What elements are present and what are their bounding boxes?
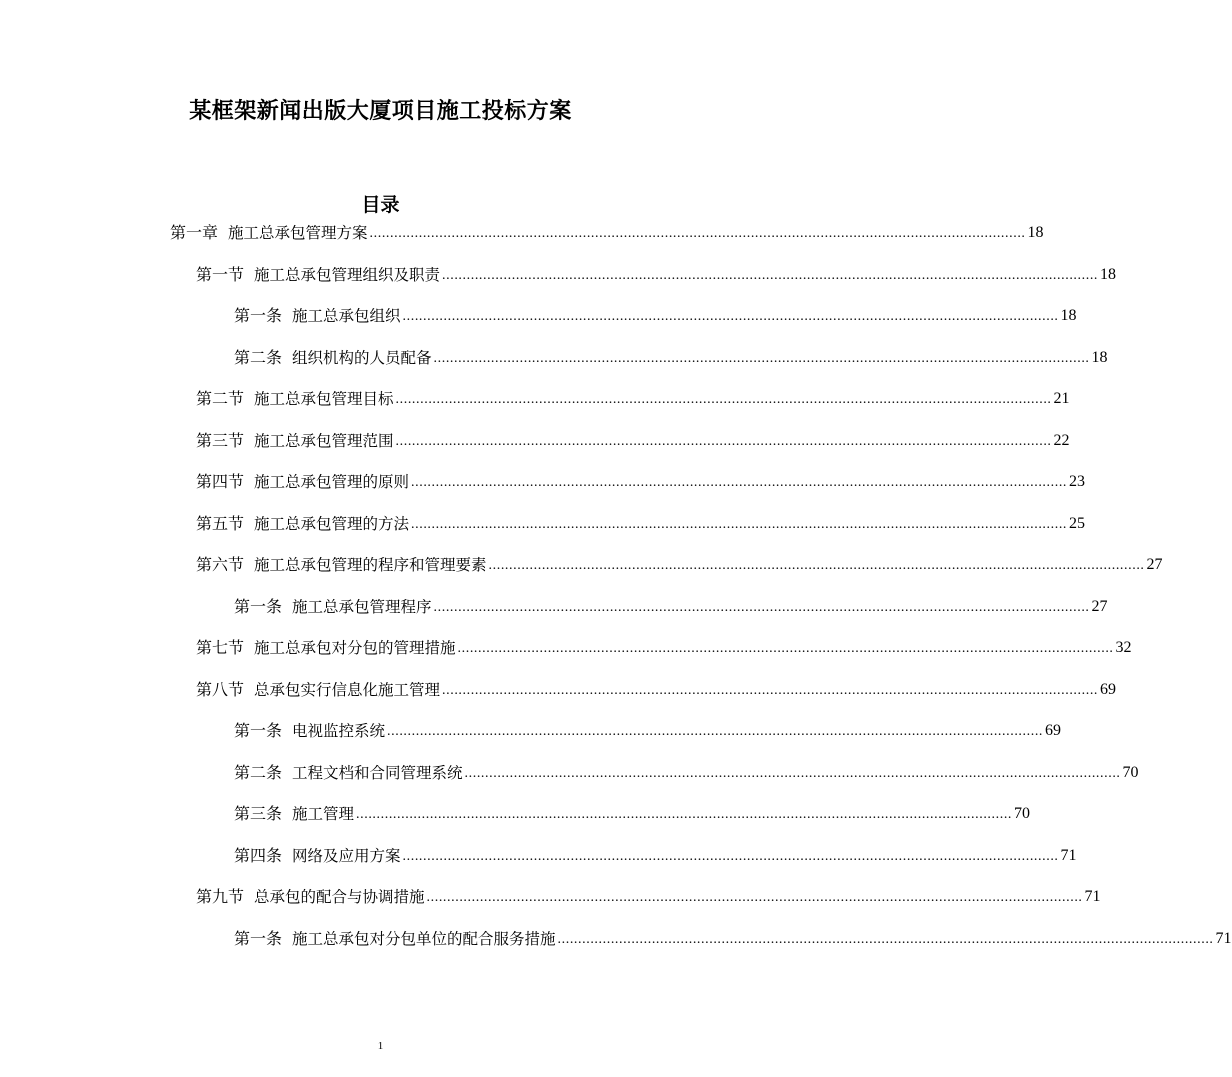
toc-dot-leader: ................................................................................................................................................................ xyxy=(395,434,1052,449)
toc-dot-leader: ................................................................................................................................................................ xyxy=(457,641,1114,656)
toc-entry-number: 第一条 xyxy=(234,721,283,740)
toc-entry-page: 32 xyxy=(1115,639,1132,656)
toc-entry-number: 第一条 xyxy=(234,929,283,948)
toc-entry-page: 70 xyxy=(1014,805,1031,822)
toc-entry-number: 第三节 xyxy=(196,431,245,450)
toc-entry[interactable] xyxy=(234,800,1031,824)
toc-entry[interactable] xyxy=(196,510,1086,534)
toc-dot-leader: ................................................................................................................................................................ xyxy=(395,392,1052,407)
toc-entry-title: 施工总承包管理的原则 xyxy=(254,473,410,491)
toc-dot-leader: ................................................................................................................................................................ xyxy=(369,226,1026,241)
toc-entry-page: 71 xyxy=(1215,930,1232,947)
toc-entry-number: 第二条 xyxy=(234,348,283,367)
toc-entry-page: 25 xyxy=(1069,515,1086,532)
toc-entry-title: 施工总承包管理方案 xyxy=(228,224,368,242)
page-number: 1 xyxy=(377,1040,384,1052)
toc-entry[interactable] xyxy=(196,883,1101,907)
toc-dot-leader: ................................................................................................................................................................ xyxy=(442,268,1099,283)
document-title: 某框架新闻出版大厦项目施工投标方案 xyxy=(189,99,572,124)
toc-entry-page: 18 xyxy=(1027,224,1044,241)
toc-entry-number: 第一条 xyxy=(234,597,283,616)
toc-entry-number: 第一章 xyxy=(170,223,219,242)
toc-dot-leader: ................................................................................................................................................................ xyxy=(387,724,1044,739)
toc-entry-number: 第一条 xyxy=(234,306,283,325)
toc-entry-title: 施工总承包管理的程序和管理要素 xyxy=(254,556,487,574)
toc-entry-number: 第四节 xyxy=(196,472,245,491)
toc-dot-leader: ................................................................................................................................................................ xyxy=(464,766,1121,781)
toc-entry-title: 施工总承包管理范围 xyxy=(254,432,394,450)
toc-dot-leader: ................................................................................................................................................................ xyxy=(557,932,1214,947)
toc-entry-number: 第四条 xyxy=(234,846,283,865)
toc-heading: 目录 xyxy=(361,194,400,216)
toc-dot-leader: ................................................................................................................................................................ xyxy=(433,600,1090,615)
toc-entry-number: 第二条 xyxy=(234,763,283,782)
toc-entry[interactable] xyxy=(234,302,1077,326)
toc-entry[interactable] xyxy=(234,344,1108,368)
toc-entry[interactable] xyxy=(234,925,1232,949)
toc-entry-page: 18 xyxy=(1100,266,1117,283)
toc-entry-title: 网络及应用方案 xyxy=(292,847,401,865)
toc-entry[interactable] xyxy=(196,468,1086,492)
toc-entry[interactable] xyxy=(234,593,1108,617)
toc-entry-title: 施工总承包对分包单位的配合服务措施 xyxy=(292,930,556,948)
toc-dot-leader: ................................................................................................................................................................ xyxy=(402,849,1059,864)
toc-dot-leader: ................................................................................................................................................................ xyxy=(356,807,1013,822)
toc-entry[interactable] xyxy=(196,261,1117,285)
toc-entry-number: 第八节 xyxy=(196,680,245,699)
toc-entry-title: 电视监控系统 xyxy=(292,722,386,740)
toc-entry-number: 第六节 xyxy=(196,555,245,574)
toc-dot-leader: ................................................................................................................................................................ xyxy=(426,890,1083,905)
toc-entry[interactable] xyxy=(196,427,1070,451)
toc-entry-title: 总承包的配合与协调措施 xyxy=(254,888,425,906)
toc-dot-leader: ................................................................................................................................................................ xyxy=(433,351,1090,366)
toc-entry-title: 组织机构的人员配备 xyxy=(292,349,432,367)
toc-entry-title: 总承包实行信息化施工管理 xyxy=(254,681,441,699)
toc-entry[interactable] xyxy=(196,676,1117,700)
toc-entry-title: 施工总承包管理目标 xyxy=(254,390,394,408)
toc-entry-page: 27 xyxy=(1146,556,1163,573)
toc-entry-page: 23 xyxy=(1069,473,1086,490)
toc-entry[interactable] xyxy=(234,717,1062,741)
toc-dot-leader: ................................................................................................................................................................ xyxy=(411,517,1068,532)
toc-entry-title: 施工管理 xyxy=(292,805,355,823)
toc-entry-page: 22 xyxy=(1053,432,1070,449)
toc-dot-leader: ................................................................................................................................................................ xyxy=(402,309,1059,324)
toc-entry-page: 71 xyxy=(1084,888,1101,905)
toc-dot-leader: ................................................................................................................................................................ xyxy=(442,683,1099,698)
toc-entry-page: 27 xyxy=(1091,598,1108,615)
toc-entry-number: 第七节 xyxy=(196,638,245,657)
toc-entry-title: 施工总承包对分包的管理措施 xyxy=(254,639,456,657)
toc-entry[interactable] xyxy=(196,551,1163,575)
toc-entry-number: 第九节 xyxy=(196,887,245,906)
toc-dot-leader: ................................................................................................................................................................ xyxy=(411,475,1068,490)
toc-entry-page: 69 xyxy=(1100,681,1117,698)
toc-entry[interactable] xyxy=(234,842,1077,866)
toc-entry-page: 21 xyxy=(1053,390,1070,407)
toc-entry-title: 施工总承包管理的方法 xyxy=(254,515,410,533)
toc-entry[interactable] xyxy=(196,634,1132,658)
toc-entry-number: 第二节 xyxy=(196,389,245,408)
toc-entry-title: 工程文档和合同管理系统 xyxy=(292,764,463,782)
toc-entry-number: 第五节 xyxy=(196,514,245,533)
toc-entry-number: 第三条 xyxy=(234,804,283,823)
toc-entry-title: 施工总承包管理组织及职责 xyxy=(254,266,441,284)
toc-entry-page: 71 xyxy=(1060,847,1077,864)
toc-entry-title: 施工总承包管理程序 xyxy=(292,598,432,616)
toc-entry-title: 施工总承包组织 xyxy=(292,307,401,325)
toc-dot-leader: ................................................................................................................................................................ xyxy=(488,558,1145,573)
toc-entry[interactable] xyxy=(170,219,1044,243)
toc-entry[interactable] xyxy=(196,385,1070,409)
toc-entry-page: 18 xyxy=(1060,307,1077,324)
toc-entry-page: 69 xyxy=(1045,722,1062,739)
toc-entry-page: 70 xyxy=(1122,764,1139,781)
toc-entry-number: 第一节 xyxy=(196,265,245,284)
toc-entry-page: 18 xyxy=(1091,349,1108,366)
toc-entry[interactable] xyxy=(234,759,1139,783)
